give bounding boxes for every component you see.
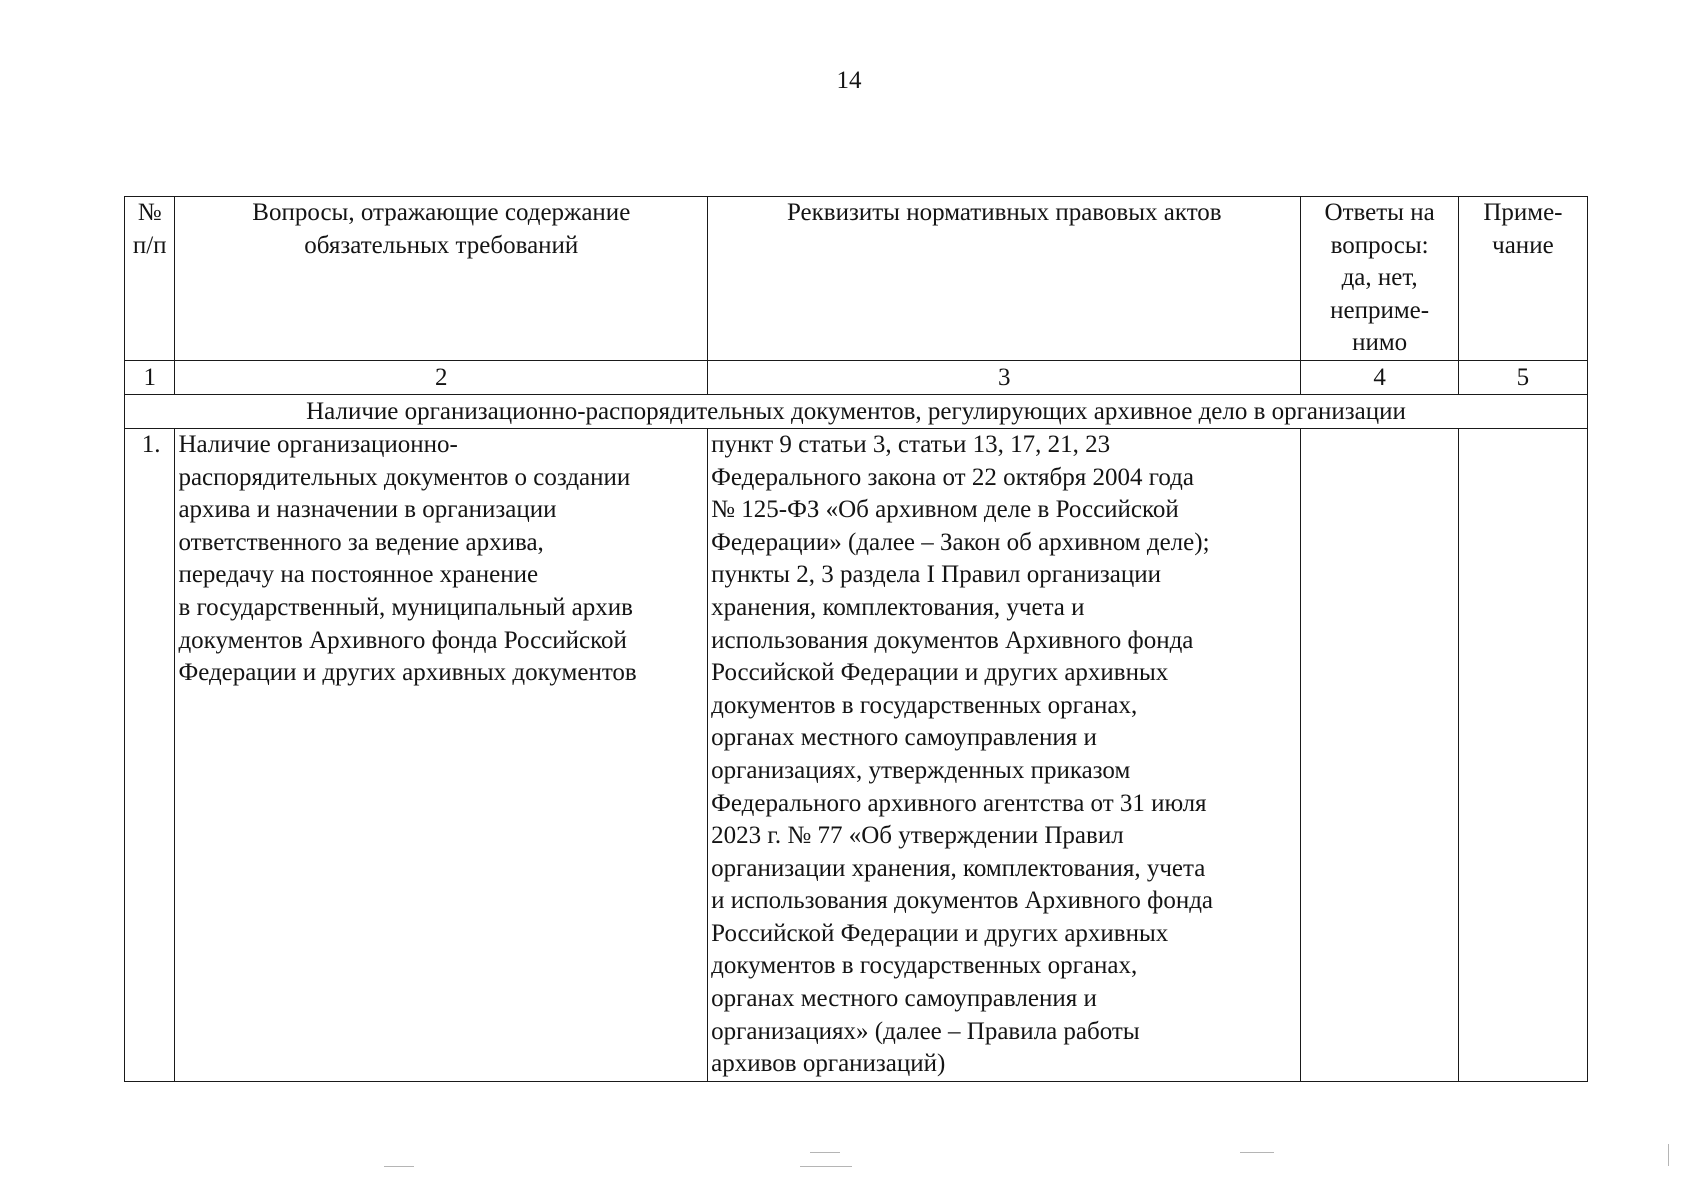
table-header-row [125, 197, 1588, 361]
legal-acts-line: организациях» (далее – Правила работы [711, 1017, 1140, 1045]
column-number: 1 [125, 360, 175, 394]
scan-mark [810, 1152, 840, 1153]
header-answers-line: вопросы: [1330, 231, 1429, 259]
legal-acts-line: № 125-ФЗ «Об архивном деле в Российской [711, 496, 1179, 524]
legal-acts-line: органах местного самоуправления и [711, 724, 1097, 752]
table-row [125, 428, 1588, 1081]
column-number: 5 [1458, 360, 1587, 394]
header-answers-line: неприме- [1330, 296, 1430, 324]
question-line: Федерации и других архивных документов [178, 659, 637, 687]
requirements-table [124, 196, 1588, 1082]
column-number: 2 [175, 360, 708, 394]
question-line: в государственный, муниципальный архив [178, 593, 633, 621]
section-title: Наличие организационно-распорядительных документов, регулирующих архивное дело в организации [125, 394, 1588, 428]
page-number: 14 [836, 67, 862, 94]
question-cell [175, 428, 708, 1081]
legal-acts-line: документов в государственных органах, [711, 691, 1138, 719]
legal-acts-line: Федерального архивного агентства от 31 июля [711, 789, 1207, 817]
header-number [125, 197, 175, 361]
legal-acts-line: пункты 2, 3 раздела I Правил организации [711, 561, 1161, 589]
column-number: 4 [1301, 360, 1458, 394]
legal-acts-line: организации хранения, комплектования, учета [711, 854, 1206, 882]
header-number-line: № [137, 199, 162, 226]
legal-acts-line: Федерации» (далее – Закон об архивном деле); [711, 528, 1210, 556]
header-answers-line: нимо [1352, 329, 1408, 357]
note-cell [1458, 428, 1587, 1081]
header-answers-line: да, нет, [1341, 264, 1418, 292]
header-questions-line: Вопросы, отражающие содержание [252, 199, 631, 226]
legal-acts-line: органах местного самоуправления и [711, 985, 1097, 1013]
header-note-line: Приме- [1483, 199, 1563, 226]
scan-mark [1240, 1152, 1274, 1153]
legal-acts-line: документов в государственных органах, [711, 952, 1138, 980]
header-note-line: чание [1492, 231, 1554, 259]
legal-acts-line: 2023 г. № 77 «Об утверждении Правил [711, 822, 1124, 850]
question-line: архива и назначении в организации [178, 496, 557, 524]
header-questions-line: обязательных требований [304, 231, 579, 259]
header-number-line: п/п [132, 231, 167, 259]
column-number: 3 [708, 360, 1301, 394]
legal-acts-line: хранения, комплектования, учета и [711, 593, 1085, 621]
question-line: передачу на постоянное хранение [178, 561, 539, 589]
legal-acts-line: пункт 9 статьи 3, статьи 13, 17, 21, 23 [711, 430, 1111, 458]
scan-artifacts [0, 1140, 1698, 1170]
section-row [125, 394, 1588, 428]
row-number: 1. [125, 428, 175, 1081]
question-line: Наличие организационно- [178, 430, 458, 458]
question-line: документов Архивного фонда Российской [178, 626, 627, 654]
header-note [1458, 197, 1587, 361]
question-line: распорядительных документов о создании [178, 463, 631, 491]
header-answers-line: Ответы на [1324, 199, 1435, 226]
scan-mark [800, 1166, 852, 1167]
legal-acts-line: архивов организаций) [711, 1050, 946, 1078]
header-questions [175, 197, 708, 361]
header-legal-acts [708, 197, 1301, 361]
legal-acts-cell [708, 428, 1301, 1081]
header-legal-acts-line: Реквизиты нормативных правовых актов [786, 199, 1222, 226]
legal-acts-line: использования документов Архивного фонда [711, 626, 1194, 654]
answer-cell [1301, 428, 1458, 1081]
legal-acts-line: и использования документов Архивного фонда [711, 887, 1214, 915]
legal-acts-line: Российской Федерации и других архивных [711, 659, 1169, 687]
legal-acts-line: Российской Федерации и других архивных [711, 919, 1169, 947]
legal-acts-line: организациях, утвержденных приказом [711, 756, 1131, 784]
column-number-row [125, 360, 1588, 394]
question-line: ответственного за ведение архива, [178, 528, 544, 556]
scan-mark [384, 1166, 414, 1167]
header-answers [1301, 197, 1458, 361]
scan-mark [1668, 1144, 1669, 1166]
legal-acts-line: Федерального закона от 22 октября 2004 года [711, 463, 1194, 491]
